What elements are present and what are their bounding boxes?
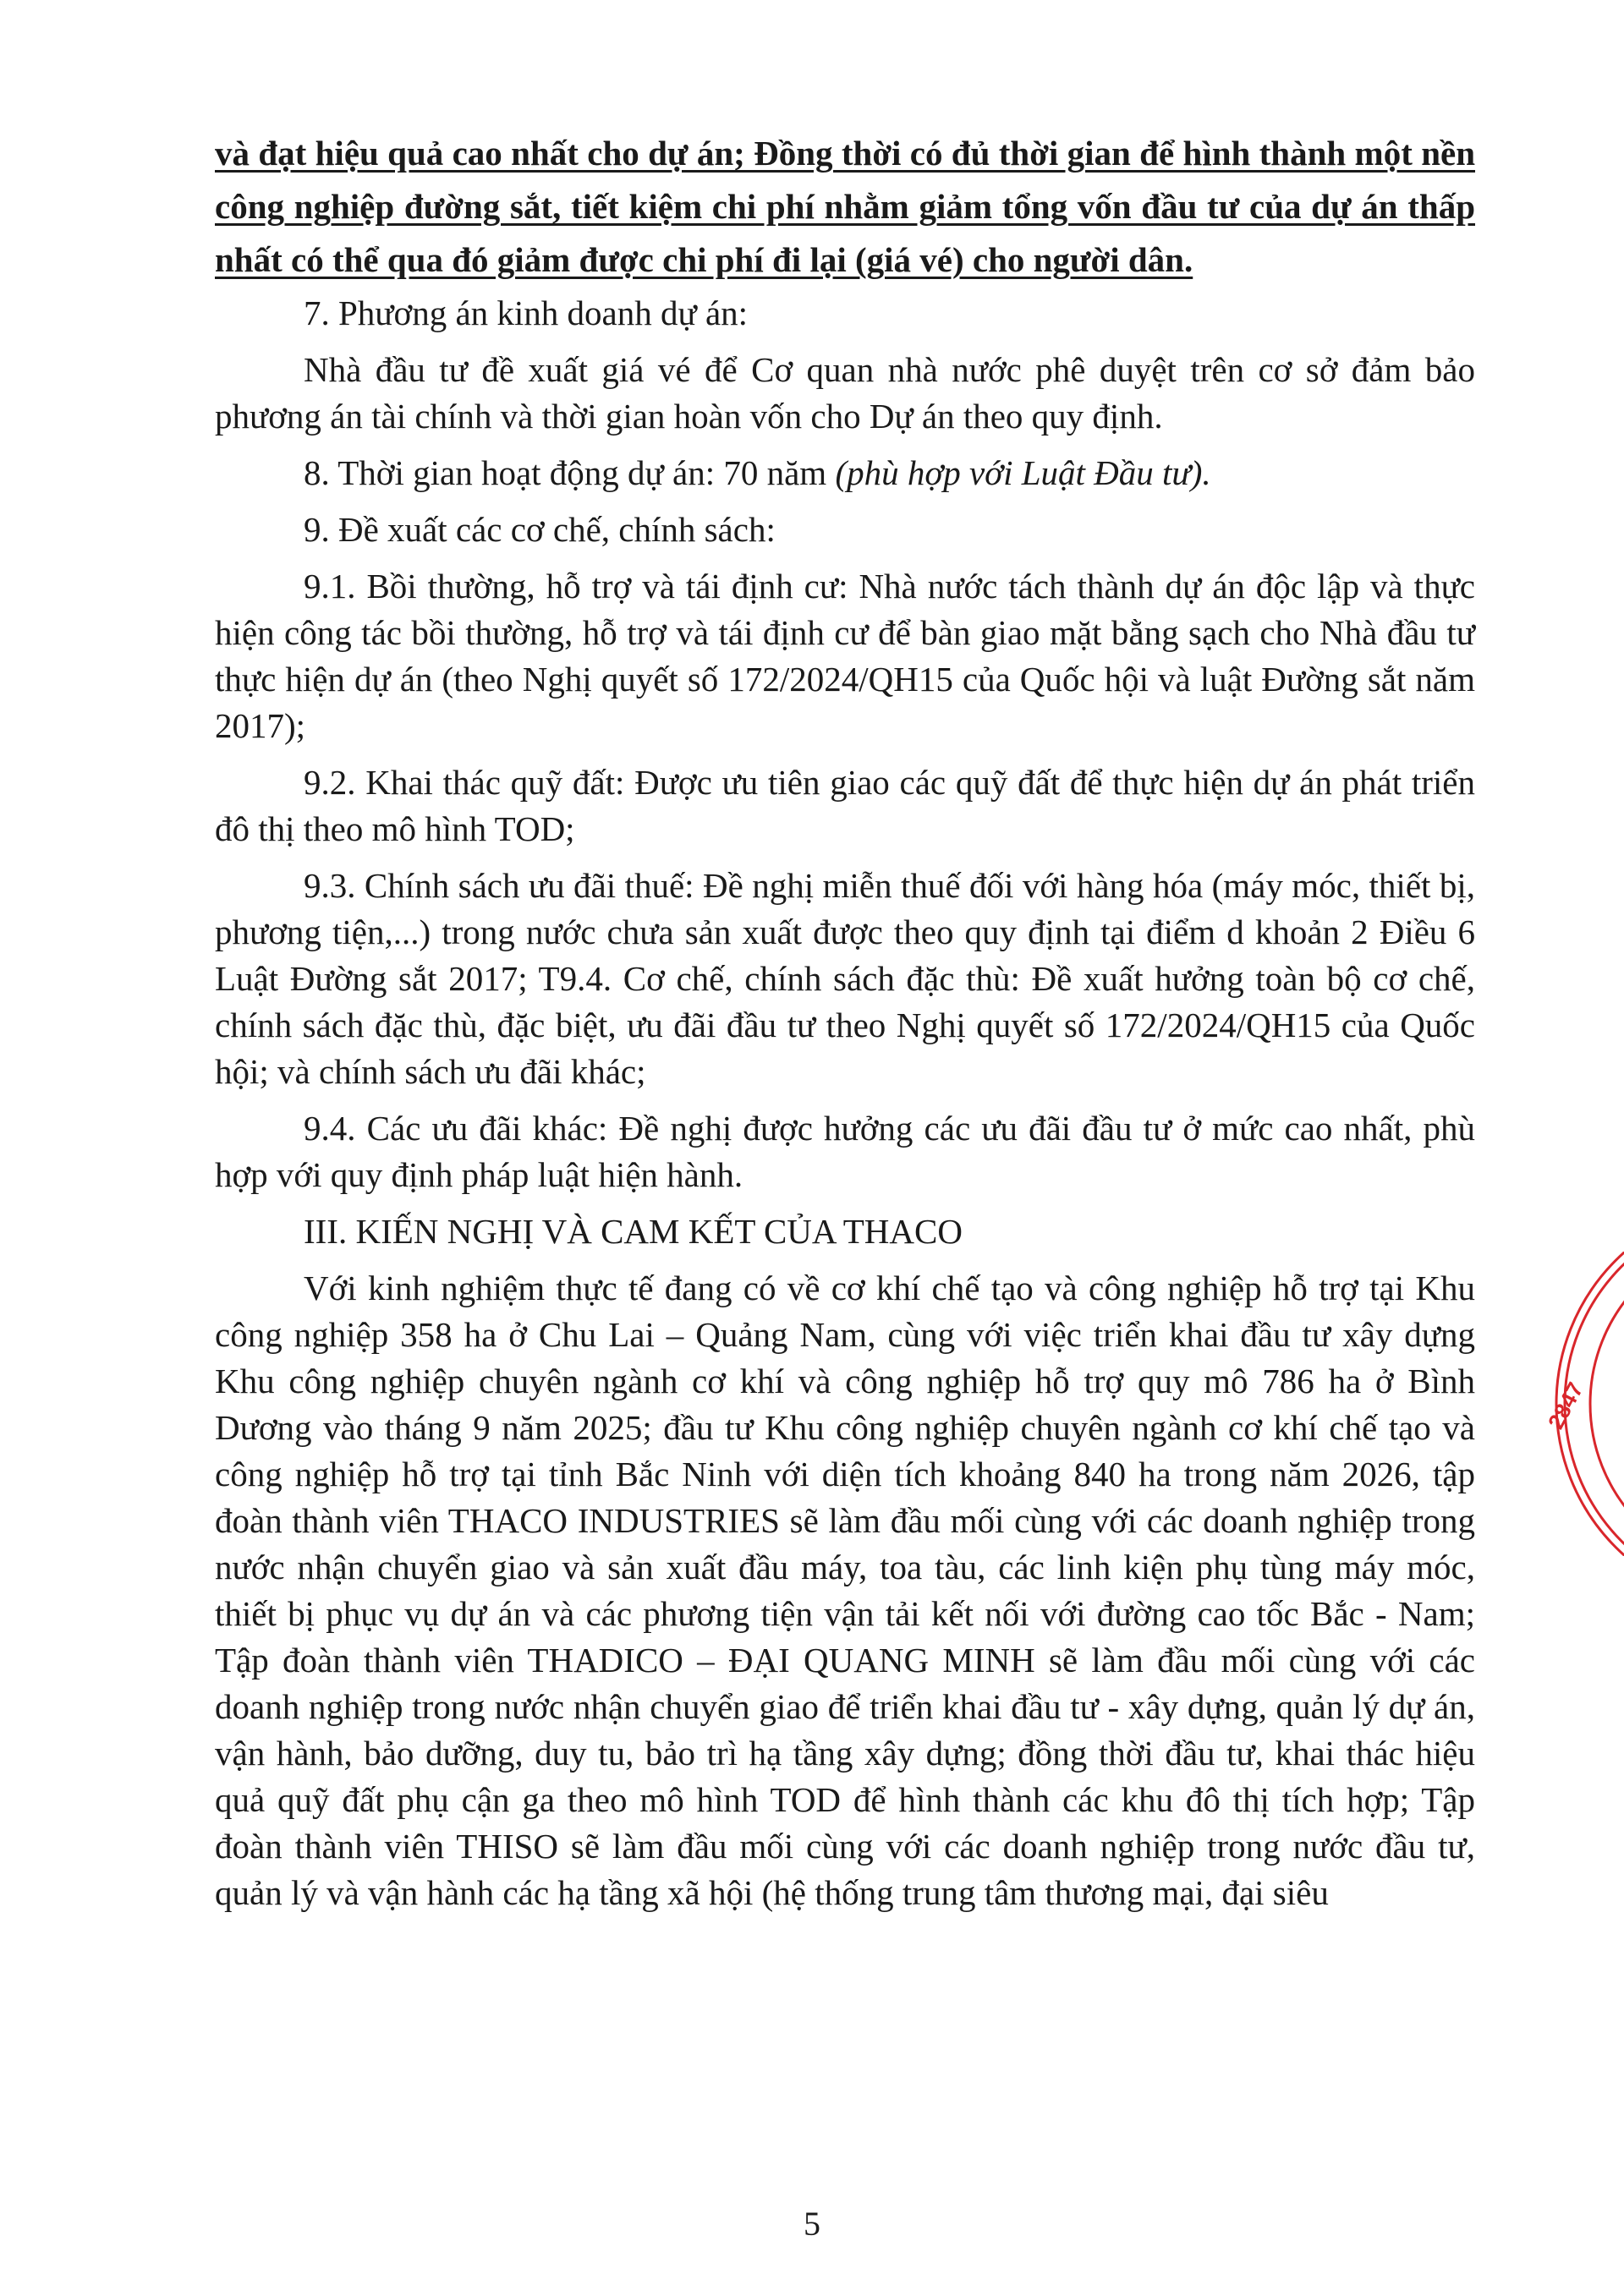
seal-graphic [1506,1252,1624,1556]
section-9-2: 9.2. Khai thác quỹ đất: Được ưu tiên giao các quỹ đất để thực hiện dự án phát triển đô thị theo mô hình TOD; [215,763,1475,848]
section-9-title: 9. Đề xuất các cơ chế, chính sách: [304,510,776,549]
document-body [215,127,1475,1916]
seal-number: 2847 [1542,1378,1588,1433]
section-7-body: Nhà đầu tư đề xuất giá vé để Cơ quan nhà nước phê duyệt trên cơ sở đảm bảo phương án tài chính và thời gian hoàn vốn cho Dự án theo quy định. [215,350,1475,436]
section-9-1: 9.1. Bồi thường, hỗ trợ và tái định cư: Nhà nước tách thành dự án độc lập và thực hiện công tác bồi thường, hỗ trợ và tái định cư để bàn giao mặt bằng sạch cho Nhà đầu tư thực hiện dự án (theo Nghị quyết số 172/2024/QH15 của Quốc hội và luật Đường sắt năm 2017); [215,567,1475,745]
intro-bold-paragraph: và đạt hiệu quả cao nhất cho dự án; Đồng thời có đủ thời gian để hình thành một nền công nghiệp đường sắt, tiết kiệm chi phí nhằm giảm tổng vốn đầu tư của dự án thấp nhất có thể qua đó giảm được chi phí đi lại (giá vé) cho người dân. [215,134,1475,279]
section-9-4: 9.4. Các ưu đãi khác: Đề nghị được hưởng các ưu đãi đầu tư ở mức cao nhất, phù hợp với quy định pháp luật hiện hành. [215,1109,1475,1194]
section-8-line [215,450,1475,496]
page-number: 5 [804,2205,820,2243]
section-8-text: 8. Thời gian hoạt động dự án: 70 năm [304,453,827,492]
section-3-title: III. KIẾN NGHỊ VÀ CAM KẾT CỦA THACO [304,1212,963,1251]
section-8-note: (phù hợp với Luật Đầu tư). [835,453,1211,492]
red-seal-stamp [1506,1252,1624,1556]
section-9-3: 9.3. Chính sách ưu đãi thuế: Đề nghị miễn thuế đối với hàng hóa (máy móc, thiết bị, phương tiện,...) trong nước chưa sản xuất được theo quy định tại điểm d khoản 2 Điều 6 Luật Đường sắt 2017; T9.4. Cơ chế, chính sách đặc thù: Đề xuất hưởng toàn bộ cơ chế, chính sách đặc thù, đặc biệt, ưu đãi đầu tư theo Nghị quyết số 172/2024/QH15 của Quốc hội; và chính sách ưu đãi khác; [215,866,1475,1091]
section-3-body: Với kinh nghiệm thực tế đang có về cơ khí chế tạo và công nghiệp hỗ trợ tại Khu công nghiệp 358 ha ở Chu Lai – Quảng Nam, cùng với việc triển khai đầu tư xây dựng Khu công nghiệp chuyên ngành cơ khí và công nghiệp hỗ trợ quy mô 786 ha ở Bình Dương vào tháng 9 năm 2025; đầu tư Khu công nghiệp chuyên ngành cơ khí chế tạo và công nghiệp hỗ trợ tại tỉnh Bắc Ninh với diện tích khoảng 840 ha trong năm 2026, tập đoàn thành viên THACO INDUSTRIES sẽ làm đầu mối cùng với các doanh nghiệp trong nước nhận chuyển giao và sản xuất đầu máy, toa tàu, các linh kiện phụ tùng máy móc, thiết bị phục vụ dự án và các phương tiện vận tải kết nối với đường cao tốc Bắc - Nam; Tập đoàn thành viên THADICO – ĐẠI QUANG MINH sẽ làm đầu mối cùng với các doanh nghiệp trong nước nhận chuyển giao để triển khai đầu tư - xây dựng, quản lý dự án, vận hành, bảo dưỡng, duy tu, bảo trì hạ tầng xây dựng; đồng thời đầu tư, khai thác hiệu quả quỹ đất phụ cận ga theo mô hình TOD để hình thành các khu đô thị tích hợp; Tập đoàn thành viên THISO sẽ làm đầu mối cùng với các doanh nghiệp trong nước đầu tư, quản lý và vận hành các hạ tầng xã hội (hệ thống trung tâm thương mại, đại siêu [215,1269,1475,1912]
section-7-title: 7. Phương án kinh doanh dự án: [304,293,749,332]
